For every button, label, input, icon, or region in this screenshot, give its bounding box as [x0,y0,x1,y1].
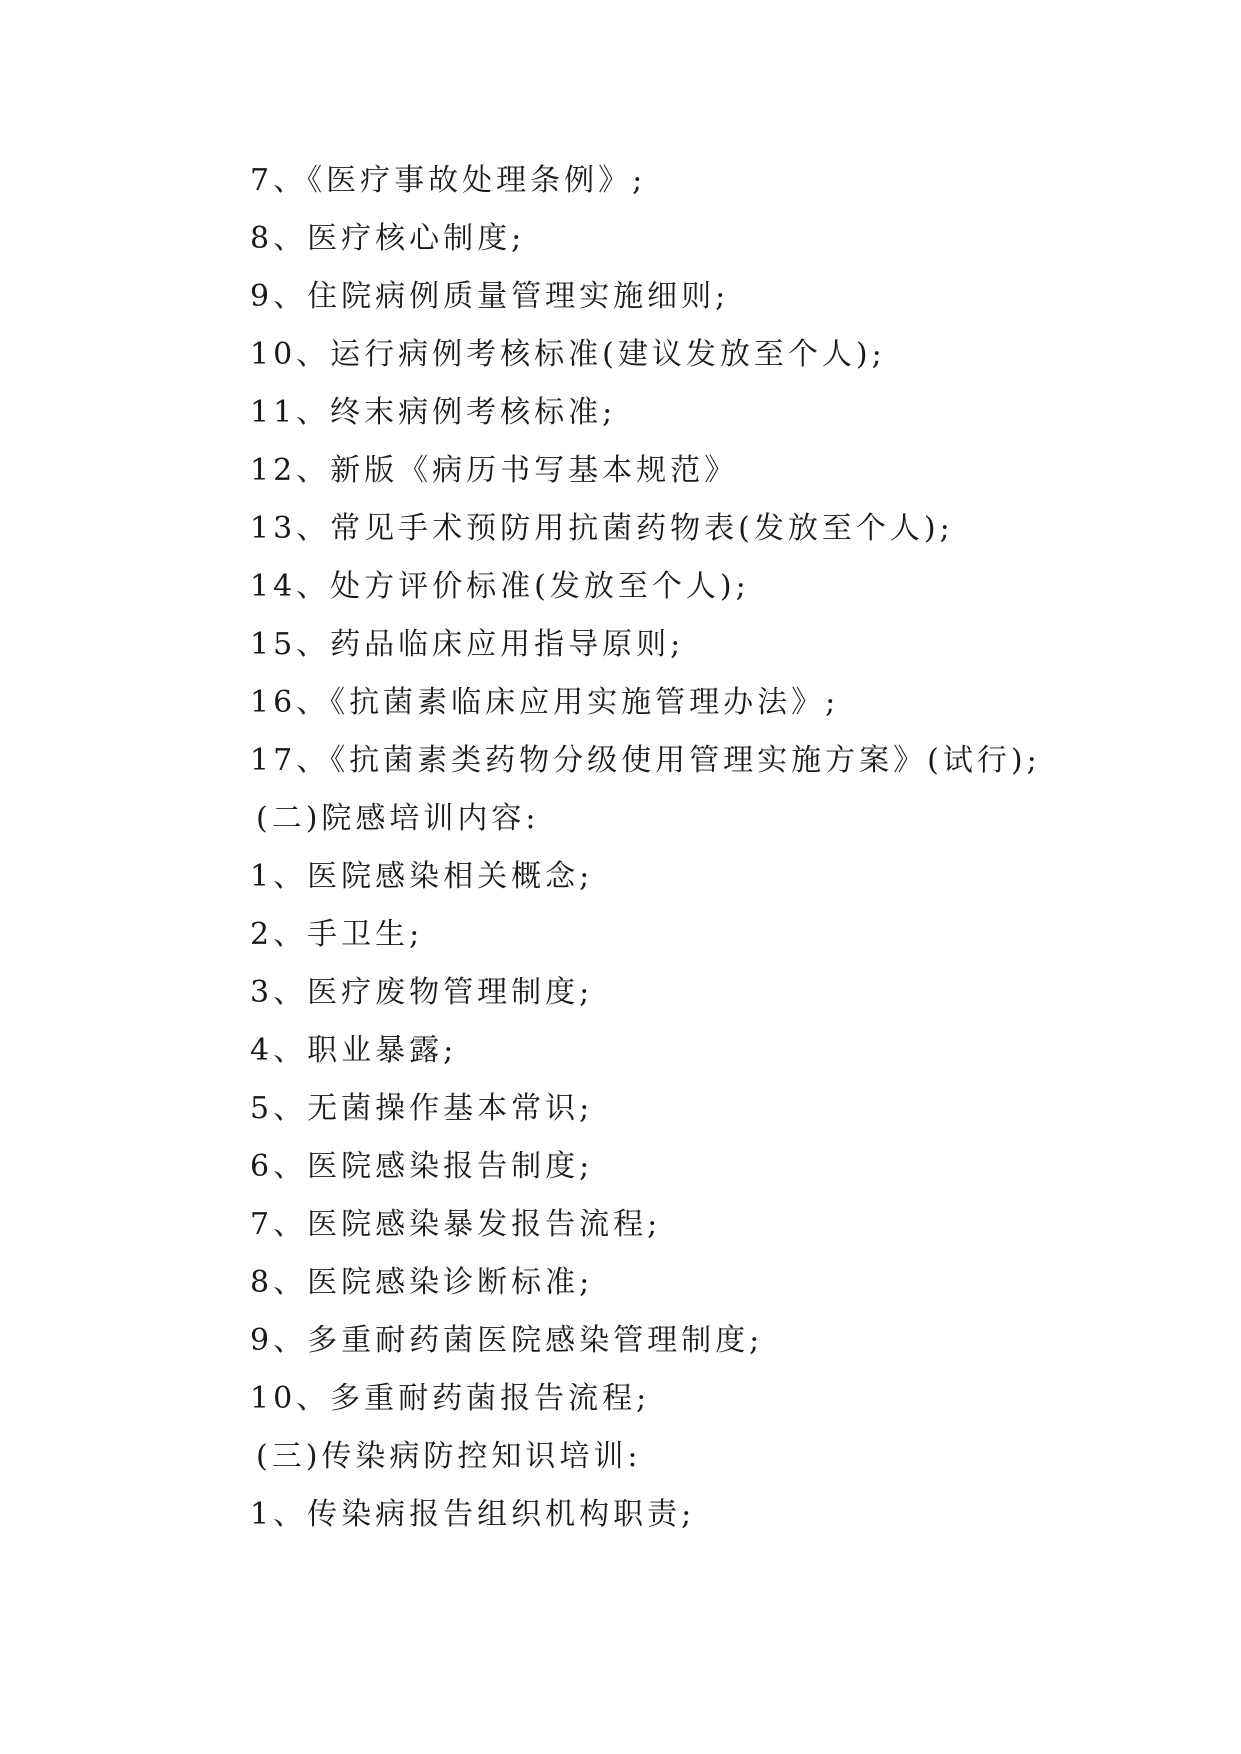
list-item: 14、处方评价标准(发放至个人); [250,569,750,604]
section-heading-infection-training: (二)院感培训内容: [256,801,540,836]
list-item: 1、传染病报告组织机构职责; [250,1497,696,1532]
list-item: 3、医疗废物管理制度; [250,975,594,1010]
list-item: 4、职业暴露; [250,1033,458,1068]
list-item: 13、常见手术预防用抗菌药物表(发放至个人); [250,511,954,546]
list-item: 17、《抗菌素类药物分级使用管理实施方案》(试行); [250,743,1041,778]
list-item: 16、《抗菌素临床应用实施管理办法》; [250,685,840,720]
list-item: 7、医院感染暴发报告流程; [250,1207,662,1242]
list-item: 6、医院感染报告制度; [250,1149,594,1184]
section-heading-infectious-disease-training: (三)传染病防控知识培训: [256,1439,642,1474]
list-item: 9、多重耐药菌医院感染管理制度; [250,1323,764,1358]
list-item: 10、多重耐药菌报告流程; [250,1381,651,1416]
list-item: 11、终末病例考核标准; [250,395,617,430]
list-item: 9、住院病例质量管理实施细则; [250,279,730,314]
list-item: 15、药品临床应用指导原则; [250,627,685,662]
list-item: 1、医院感染相关概念; [250,859,594,894]
list-item: 7、《医疗事故处理条例》; [250,163,647,198]
list-item: 8、医疗核心制度; [250,221,526,256]
list-item: 12、新版《病历书写基本规范》 [250,453,739,488]
list-item: 8、医院感染诊断标准; [250,1265,594,1300]
list-item: 2、手卫生; [250,917,424,952]
list-item: 5、无菌操作基本常识; [250,1091,594,1126]
list-item: 10、运行病例考核标准(建议发放至个人); [250,337,886,372]
document-body [250,152,1150,1544]
